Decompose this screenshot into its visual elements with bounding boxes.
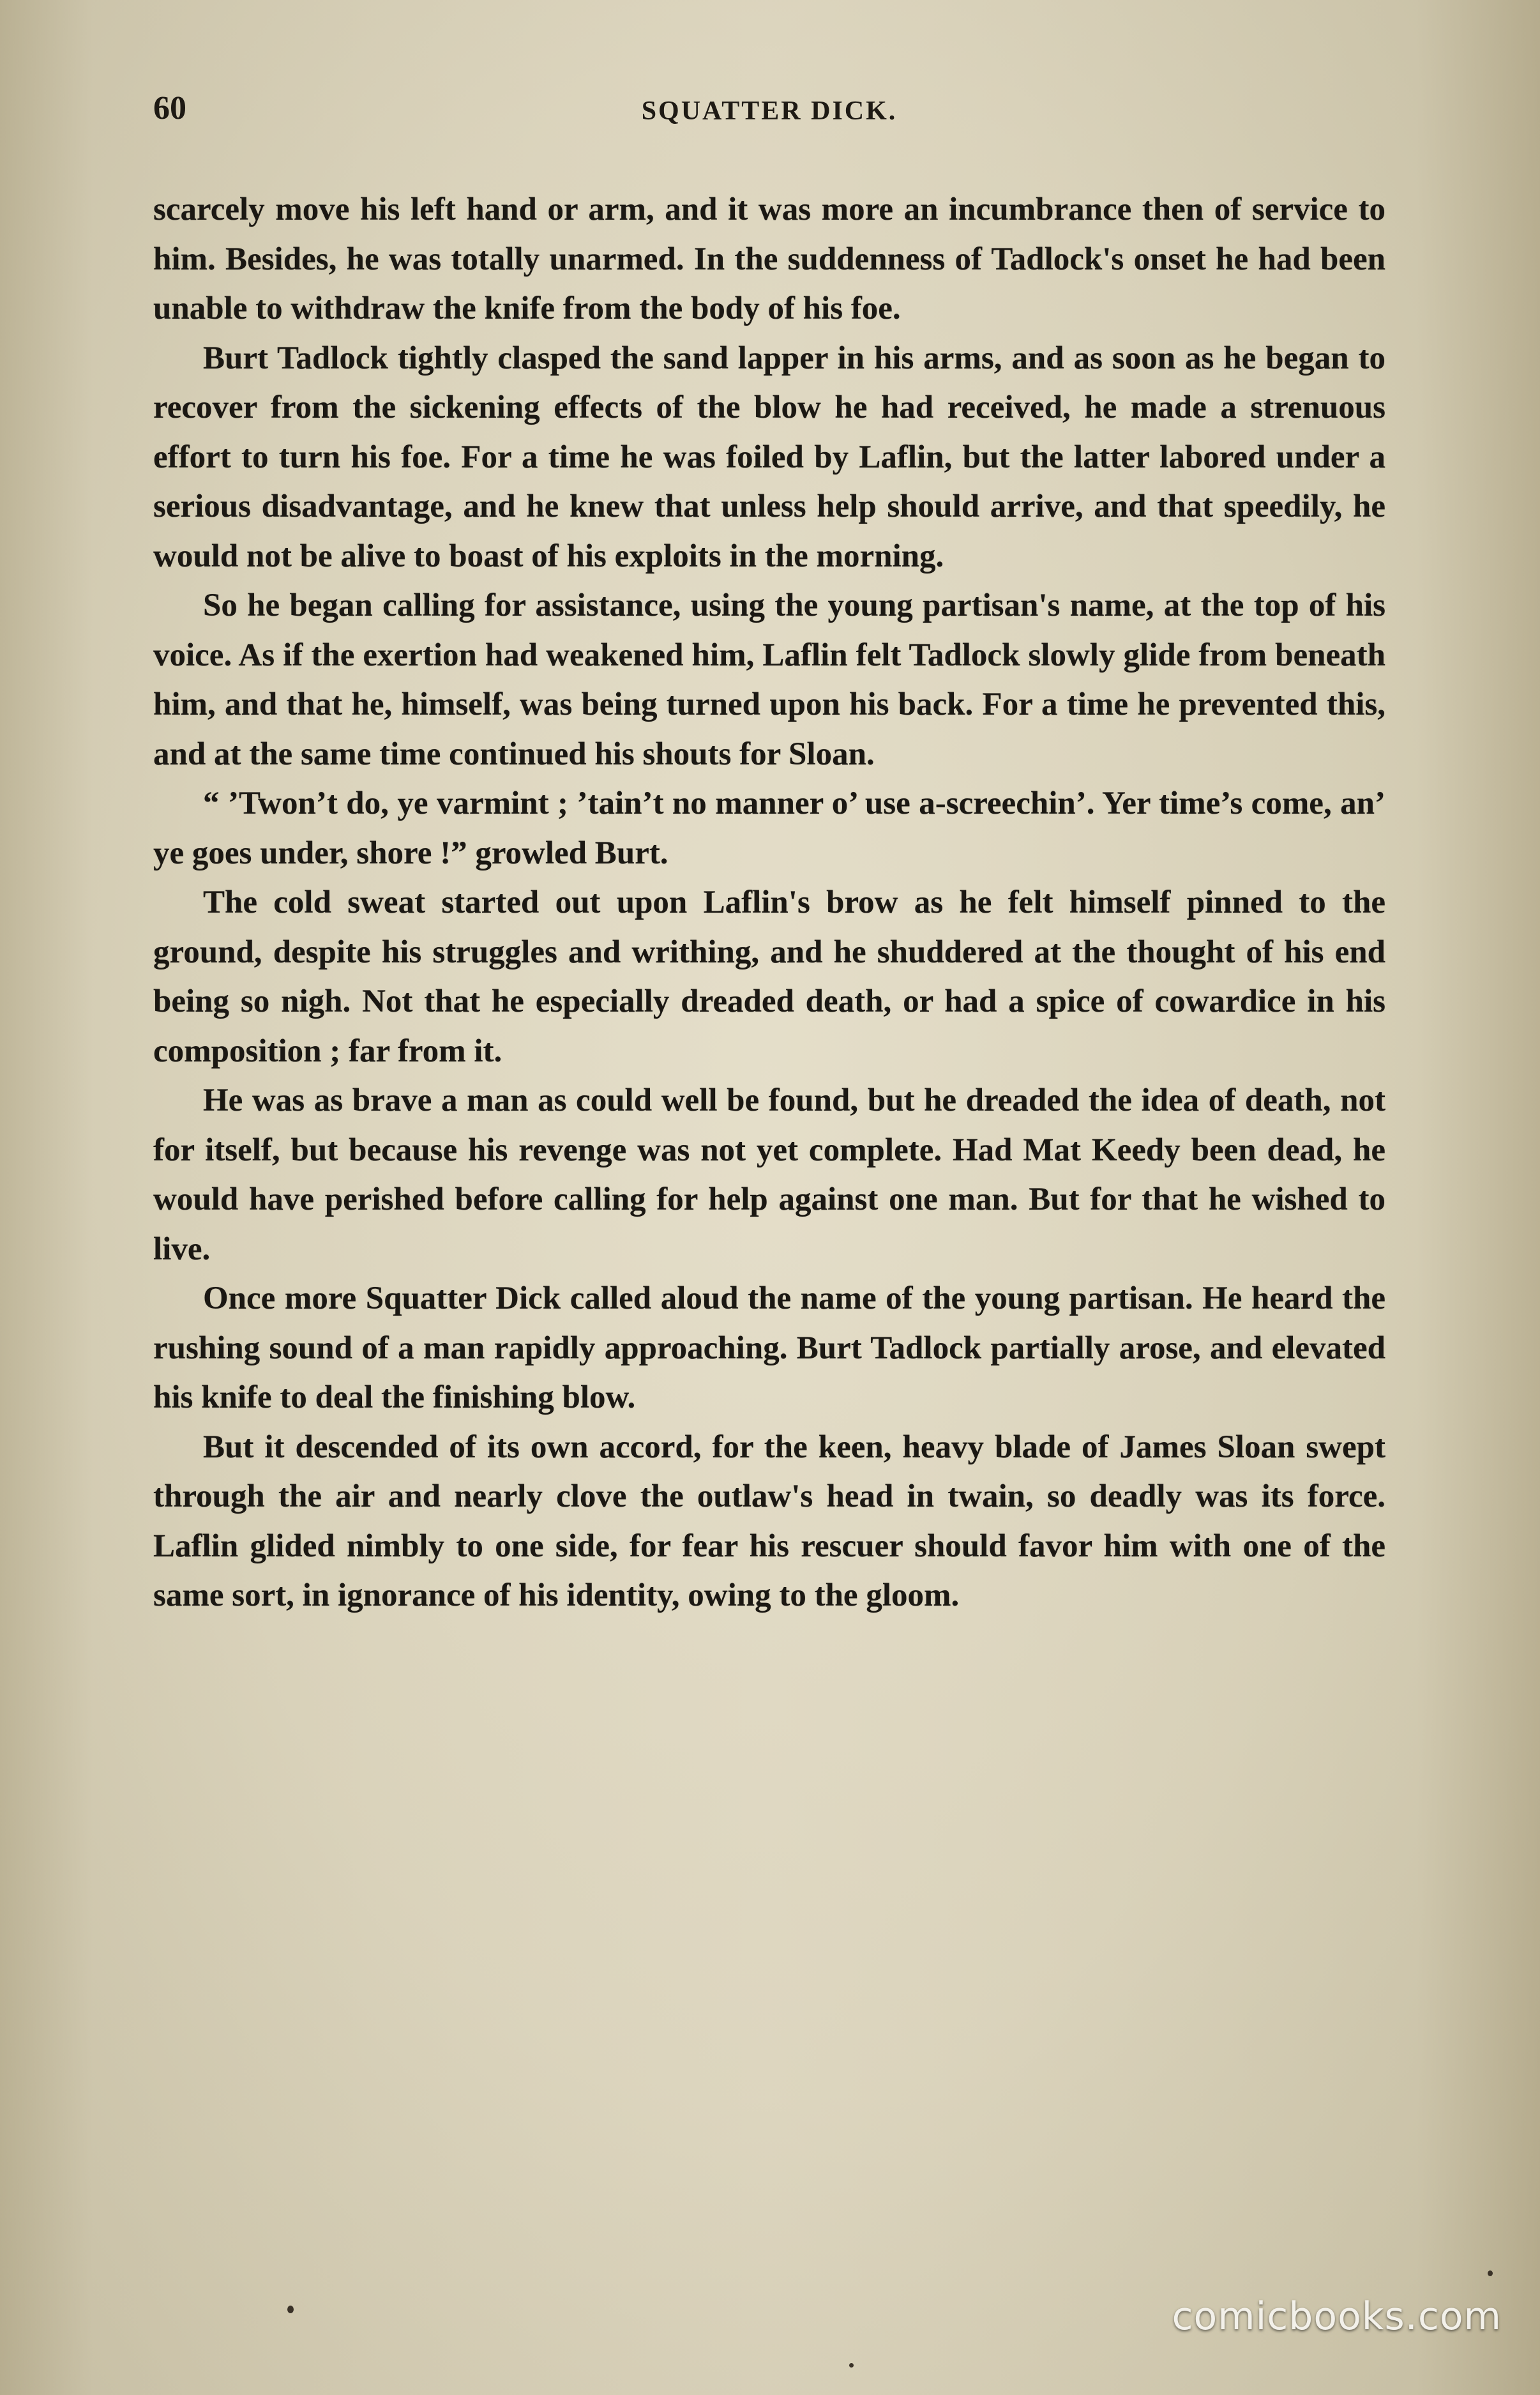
paragraph: But it descended of its own accord, for the keen, heavy blade of James Sloan swept through the air and nearly clove the outlaw's head in twain, so deadly was its force. Laflin glided nimbly to one side, for fear his rescuer should favor him with one of the same sort, in ignorance of his identity, owing to the gloom. (153, 1429, 1385, 1613)
paragraph: So he began calling for assistance, using the young partisan's name, at the top of his voice. As if the exertion had weakened him, Laflin felt Tadlock slowly glide from beneath him, and that he, himself, was being turned upon his back. For a time he prevented this, and at the same time continued his shouts for Sloan. (153, 588, 1385, 772)
paragraph: The cold sweat started out upon Laflin's brow as he felt himself pinned to the ground, despite his struggles and writhing, and he shuddered at the thought of his end being so nigh. Not that he especially dreaded death, or had a spice of cowardice in his composition ; far from it. (153, 885, 1385, 1069)
paragraph: He was as brave a man as could well be found, but he dreaded the idea of death, not for itself, but because his revenge was not yet complete. Had Mat Keedy been dead, he would have perished before calling for help against one man. But for that he wished to live. (153, 1083, 1385, 1267)
paragraph: Burt Tadlock tightly clasped the sand lapper in his arms, and as soon as he began to recover from the sickening effects of the blow he had received, he made a strenuous effort to turn his foe. For a time he was foiled by Laflin, but the latter labored under a serious disadvantage, and he knew that unless help should arrive, and that speedily, he would not be alive to boast of his exploits in the morning. (153, 340, 1385, 574)
page-header (153, 89, 1385, 134)
paragraph: scarcely move his left hand or arm, and it was more an incumbrance then of service to him. Besides, he was totally unarmed. In the suddenness of Tadlock's onset he had been unable to withdraw the knife from the body of his foe. (153, 192, 1385, 326)
page-number: 60 (153, 90, 186, 126)
watermark-logo: comicbooks.com (1172, 2294, 1502, 2339)
body-text (153, 185, 1385, 1621)
running-title: SQUATTER DICK. (641, 96, 898, 126)
paper-speck (849, 2363, 854, 2368)
paper-speck (287, 2306, 294, 2313)
paragraph: Once more Squatter Dick called aloud the name of the young partisan. He heard the rushing sound of a man rapidly approaching. Burt Tadlock partially arose, and elevated his knife to deal the finishing blow. (153, 1281, 1385, 1415)
paragraph: “ ’Twon’t do, ye varmint ; ’tain’t no manner o’ use a-screechin’. Yer time’s come, an’ ye goes under, shore !” growled Burt. (153, 786, 1385, 871)
paper-speck (1488, 2270, 1493, 2276)
